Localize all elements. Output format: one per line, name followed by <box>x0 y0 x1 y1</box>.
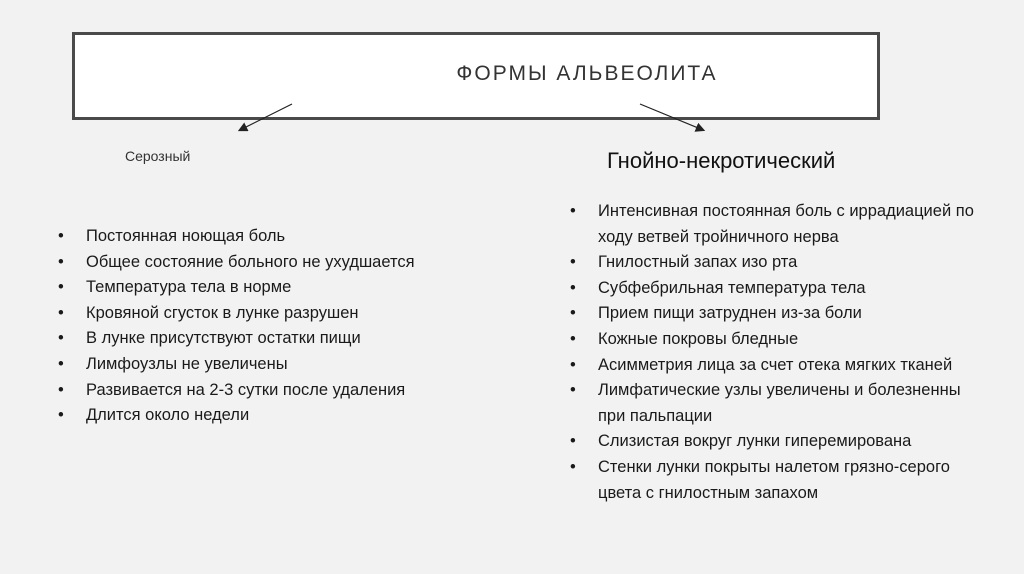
list-item: • Общее состояние больного не ухудшается <box>58 250 458 276</box>
list-item: • Кожные покровы бледные <box>570 327 990 353</box>
list-item: • Кровяной сгусток в лунке разрушен <box>58 301 458 327</box>
arrow-right <box>640 104 703 130</box>
list-item: • Прием пищи затруднен из-за боли <box>570 301 990 327</box>
list-item: • Стенки лунки покрыты налетом грязно-серого цвета с гнилостным запахом <box>570 455 990 506</box>
list-item: • Развивается на 2-3 сутки после удаления <box>58 378 458 404</box>
slide-title: ФОРМЫ АЛЬВЕОЛИТА <box>456 62 718 85</box>
list-item: • Гнилостный запах изо рта <box>570 250 990 276</box>
list-item: • Температура тела в норме <box>58 275 458 301</box>
heading-serous: Серозный <box>125 148 191 164</box>
arrow-left <box>240 104 292 130</box>
list-item: • Постоянная ноющая боль <box>58 224 458 250</box>
heading-purulent-necrotic: Гнойно-некротический <box>607 148 836 173</box>
list-item: • Лимфоузлы не увеличены <box>58 352 458 378</box>
list-item: • Асимметрия лица за счет отека мягких тканей <box>570 353 990 379</box>
list-item: • Длится около недели <box>58 403 458 429</box>
serous-symptoms-list <box>58 224 458 429</box>
list-item: • Лимфатические узлы увеличены и болезненны при пальпации <box>570 378 990 429</box>
list-item: • В лунке присутствуют остатки пищи <box>58 326 458 352</box>
purulent-symptoms-list <box>570 199 990 506</box>
list-item: • Слизистая вокруг лунки гиперемирована <box>570 429 990 455</box>
list-item: • Интенсивная постоянная боль с иррадиацией по ходу ветвей тройничного нерва <box>570 199 990 250</box>
list-item: • Субфебрильная температура тела <box>570 276 990 302</box>
